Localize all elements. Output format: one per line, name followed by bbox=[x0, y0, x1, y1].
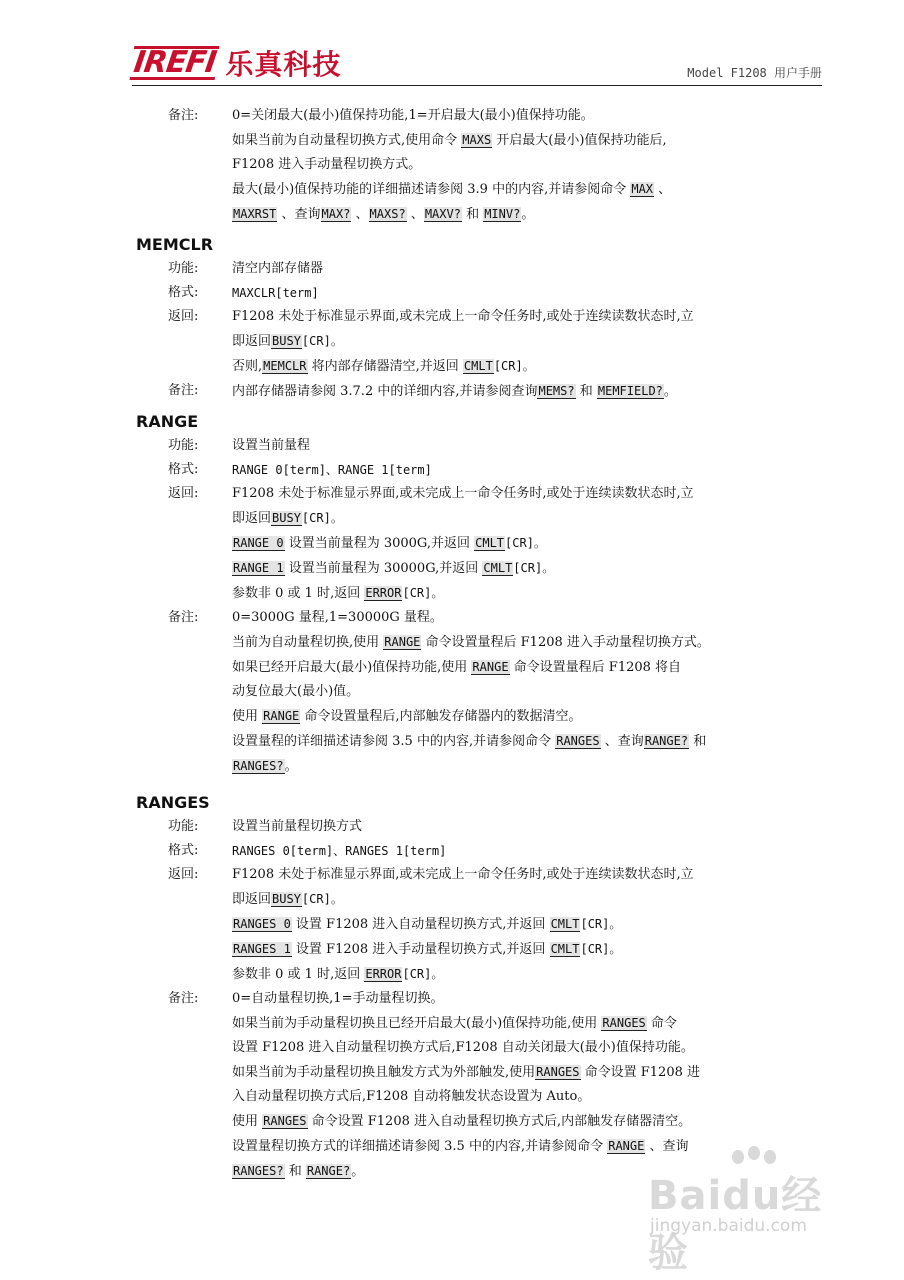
text-line bbox=[232, 506, 822, 531]
command-ref: MEMS? bbox=[538, 384, 575, 398]
text-line: 设置 F1208 进入自动量程切换方式后,F1208 自动关闭最大(最小)值保持功能。 bbox=[232, 1040, 694, 1055]
command-ref: RANGES 0 bbox=[233, 917, 291, 931]
text: [CR]。 bbox=[301, 511, 343, 525]
page-header bbox=[132, 44, 822, 86]
text-line: 动复位最大(最小)值。 bbox=[232, 684, 360, 699]
logo-mark: IREFI bbox=[131, 45, 218, 80]
text: 设置当前量程为 30000G,并返回 bbox=[284, 561, 483, 576]
text: [CR]。 bbox=[580, 917, 622, 931]
command-ref: ERROR bbox=[365, 586, 402, 600]
text-line: RANGES 0[term]、RANGES 1[term] bbox=[232, 844, 447, 858]
text-line bbox=[232, 887, 822, 912]
text-line bbox=[232, 531, 822, 556]
command-ref: RANGES? bbox=[233, 759, 284, 773]
text-line: 清空内部存储器 bbox=[232, 261, 324, 276]
text: 和 bbox=[689, 734, 707, 749]
function-label: 功能: bbox=[168, 261, 199, 276]
ranges-return bbox=[0, 863, 904, 987]
text-line: 0=3000G 量程,1=30000G 量程。 bbox=[232, 610, 443, 625]
text: 、查询 bbox=[645, 1139, 689, 1154]
text: 命令设置量程后,内部触发存储器内的数据清空。 bbox=[300, 709, 582, 724]
text-line bbox=[232, 1011, 822, 1036]
range-note bbox=[0, 606, 904, 779]
range-format bbox=[0, 458, 904, 482]
top-note bbox=[0, 104, 904, 227]
text-line bbox=[232, 630, 822, 655]
text: 最大(最小)值保持功能的详细描述请参阅 3.9 中的内容,并请参阅命令 bbox=[232, 182, 631, 197]
text: 如果已经开启最大(最小)值保持功能,使用 bbox=[232, 660, 472, 675]
command-ref: BUSY bbox=[272, 892, 301, 906]
memclr-return bbox=[0, 305, 904, 379]
command-ref: RANGES bbox=[556, 734, 600, 748]
text: 。 bbox=[663, 384, 677, 399]
command-ref: CMLT bbox=[483, 561, 513, 575]
text: 设置 F1208 进入自动量程切换方式,并返回 bbox=[291, 917, 550, 932]
document-body bbox=[0, 104, 904, 1184]
text: 、 bbox=[654, 182, 672, 197]
text: 命令设置量程后 F1208 进入手动量程切换方式。 bbox=[421, 635, 710, 650]
ranges-format bbox=[0, 839, 904, 863]
logo-company-name: 乐真科技 bbox=[225, 48, 342, 81]
text-line bbox=[232, 556, 822, 581]
format-label: 格式: bbox=[168, 843, 199, 858]
paw-icon bbox=[764, 1150, 776, 1164]
text: [CR]。 bbox=[301, 892, 343, 906]
text: 即返回 bbox=[232, 334, 272, 349]
text-line bbox=[232, 729, 822, 754]
command-ref: RANGE 1 bbox=[233, 561, 284, 575]
command-ref: MAXRST bbox=[233, 207, 277, 221]
text: 、查询 bbox=[277, 207, 321, 222]
command-ref: MINV? bbox=[484, 207, 521, 221]
command-ref: RANGES? bbox=[233, 1164, 284, 1178]
text: [CR]。 bbox=[580, 942, 622, 956]
watermark-brand: Baidu经验 bbox=[648, 1173, 823, 1276]
command-ref: RANGES bbox=[536, 1065, 580, 1079]
text: [CR]。 bbox=[402, 586, 444, 600]
text-line bbox=[232, 655, 822, 680]
text-line bbox=[232, 128, 822, 153]
command-ref: MAX? bbox=[321, 207, 351, 221]
command-ref: RANGE bbox=[384, 635, 421, 649]
text-line: 设置当前量程 bbox=[232, 438, 311, 453]
watermark-url: jingyan.baidu.com bbox=[650, 1216, 807, 1236]
text-line bbox=[232, 1060, 822, 1085]
text: 命令设置 F1208 进入自动量程切换方式后,内部触发存储器清空。 bbox=[307, 1114, 692, 1129]
text: 命令 bbox=[646, 1016, 677, 1031]
text: 和 bbox=[284, 1164, 306, 1179]
text: 命令设置 F1208 进 bbox=[580, 1065, 701, 1080]
text-line: 0=自动量程切换,1=手动量程切换。 bbox=[232, 991, 444, 1006]
range-return bbox=[0, 482, 904, 606]
format-label: 格式: bbox=[168, 285, 199, 300]
baidu-watermark bbox=[640, 1150, 840, 1276]
text-line bbox=[232, 962, 822, 987]
command-ref: MEMFIELD? bbox=[597, 384, 663, 398]
text: 使用 bbox=[232, 1114, 263, 1129]
text: 否则, bbox=[232, 359, 263, 374]
ranges-function bbox=[0, 815, 904, 839]
command-ref: BUSY bbox=[272, 511, 301, 525]
text: [CR]。 bbox=[513, 561, 555, 575]
text: 设置量程的详细描述请参阅 3.5 中的内容,并请参阅命令 bbox=[232, 734, 556, 749]
text: 、 bbox=[351, 207, 369, 222]
text: 参数非 0 或 1 时,返回 bbox=[232, 967, 365, 982]
memclr-function bbox=[0, 257, 904, 281]
command-ref: BUSY bbox=[272, 334, 301, 348]
command-ref: CMLT bbox=[550, 917, 580, 931]
command-ref: MAX bbox=[631, 182, 654, 196]
command-ref: RANGE bbox=[608, 1139, 645, 1153]
range-function bbox=[0, 434, 904, 458]
text-line: MAXCLR[term] bbox=[232, 286, 319, 300]
text: 设置当前量程为 3000G,并返回 bbox=[284, 536, 475, 551]
text: 即返回 bbox=[232, 511, 272, 526]
command-ref: RANGE? bbox=[644, 734, 689, 748]
return-label: 返回: bbox=[168, 309, 199, 324]
command-ref: ERROR bbox=[365, 967, 402, 981]
memclr-note bbox=[0, 379, 904, 404]
command-ref: RANGE? bbox=[306, 1164, 351, 1178]
function-label: 功能: bbox=[168, 819, 199, 834]
return-label: 返回: bbox=[168, 867, 199, 882]
command-ref: CMLT bbox=[463, 359, 493, 373]
text-line: F1208 未处于标准显示界面,或未完成上一命令任务时,或处于连续读数状态时,立 bbox=[232, 486, 694, 501]
text: 。 bbox=[521, 207, 535, 222]
text: 如果当前为手动量程切换且触发方式为外部触发,使用 bbox=[232, 1065, 536, 1080]
manual-title: Model F1208 用户手册 bbox=[687, 66, 822, 80]
text: 即返回 bbox=[232, 892, 272, 907]
text-line bbox=[232, 754, 822, 779]
text-line bbox=[232, 354, 822, 379]
return-label: 返回: bbox=[168, 486, 199, 501]
text-line: RANGE 0[term]、RANGE 1[term] bbox=[232, 463, 432, 477]
note-label: 备注: bbox=[168, 991, 199, 1006]
text: 、查询 bbox=[600, 734, 644, 749]
text: 如果当前为手动量程切换且已经开启最大(最小)值保持功能,使用 bbox=[232, 1016, 602, 1031]
text-line: F1208 进入手动量程切换方式。 bbox=[232, 157, 422, 172]
text-line bbox=[232, 379, 822, 404]
text-line: F1208 未处于标准显示界面,或未完成上一命令任务时,或处于连续读数状态时,立 bbox=[232, 309, 694, 324]
header-divider bbox=[132, 85, 822, 86]
text: 、 bbox=[406, 207, 424, 222]
text-line bbox=[232, 1109, 822, 1134]
text-line bbox=[232, 177, 822, 202]
note-label: 备注: bbox=[168, 610, 199, 625]
section-heading-ranges: RANGES bbox=[136, 793, 210, 812]
text-line bbox=[232, 202, 822, 227]
note-label: 备注: bbox=[168, 108, 199, 123]
text: 。 bbox=[284, 759, 298, 774]
text: [CR]。 bbox=[493, 359, 535, 373]
command-ref: CMLT bbox=[550, 942, 580, 956]
text: 开启最大(最小)值保持功能后, bbox=[492, 133, 667, 148]
text: 如果当前为自动量程切换方式,使用命令 bbox=[232, 133, 462, 148]
text-line: F1208 未处于标准显示界面,或未完成上一命令任务时,或处于连续读数状态时,立 bbox=[232, 867, 694, 882]
text: 和 bbox=[575, 384, 597, 399]
text-line: 0=关闭最大(最小)值保持功能,1=开启最大(最小)值保持功能。 bbox=[232, 108, 594, 123]
function-label: 功能: bbox=[168, 438, 199, 453]
command-ref: CMLT bbox=[475, 536, 505, 550]
text: 命令设置量程后 F1208 将自 bbox=[509, 660, 682, 675]
command-ref: RANGE 0 bbox=[233, 536, 284, 550]
text-line bbox=[232, 581, 822, 606]
text: 将内部存储器清空,并返回 bbox=[307, 359, 463, 374]
command-ref: MAXV? bbox=[424, 207, 461, 221]
paw-icon bbox=[748, 1146, 760, 1160]
text: 设置 F1208 进入手动量程切换方式,并返回 bbox=[291, 942, 550, 957]
text-line bbox=[232, 912, 822, 937]
company-logo bbox=[132, 46, 341, 80]
command-ref: MAXS bbox=[462, 133, 492, 147]
text: 设置量程切换方式的详细描述请参阅 3.5 中的内容,并请参阅命令 bbox=[232, 1139, 608, 1154]
format-label: 格式: bbox=[168, 462, 199, 477]
text: [CR]。 bbox=[301, 334, 343, 348]
text-line: 入自动量程切换方式后,F1208 自动将触发状态设置为 Auto。 bbox=[232, 1089, 591, 1104]
note-label: 备注: bbox=[168, 383, 199, 398]
command-ref: MEMCLR bbox=[263, 359, 307, 373]
text: 参数非 0 或 1 时,返回 bbox=[232, 586, 365, 601]
command-ref: RANGE bbox=[472, 660, 509, 674]
text: 。 bbox=[351, 1164, 365, 1179]
text: [CR]。 bbox=[402, 967, 444, 981]
text: 和 bbox=[461, 207, 484, 222]
memclr-format bbox=[0, 281, 904, 305]
text-line bbox=[232, 937, 822, 962]
text-line bbox=[232, 329, 822, 354]
text: 使用 bbox=[232, 709, 263, 724]
text: [CR]。 bbox=[505, 536, 546, 550]
text: 内部存储器请参阅 3.7.2 中的详细内容,并请参阅查询 bbox=[232, 384, 538, 399]
text: 当前为自动量程切换,使用 bbox=[232, 635, 384, 650]
command-ref: MAXS? bbox=[369, 207, 406, 221]
command-ref: RANGES bbox=[263, 1114, 307, 1128]
text-line: 设置当前量程切换方式 bbox=[232, 819, 363, 834]
paw-icon bbox=[732, 1150, 744, 1164]
section-heading-range: RANGE bbox=[136, 412, 199, 431]
command-ref: RANGE bbox=[263, 709, 300, 723]
command-ref: RANGES bbox=[602, 1016, 646, 1030]
command-ref: RANGES 1 bbox=[233, 942, 291, 956]
text-line bbox=[232, 704, 822, 729]
section-heading-memclr: MEMCLR bbox=[136, 235, 214, 254]
